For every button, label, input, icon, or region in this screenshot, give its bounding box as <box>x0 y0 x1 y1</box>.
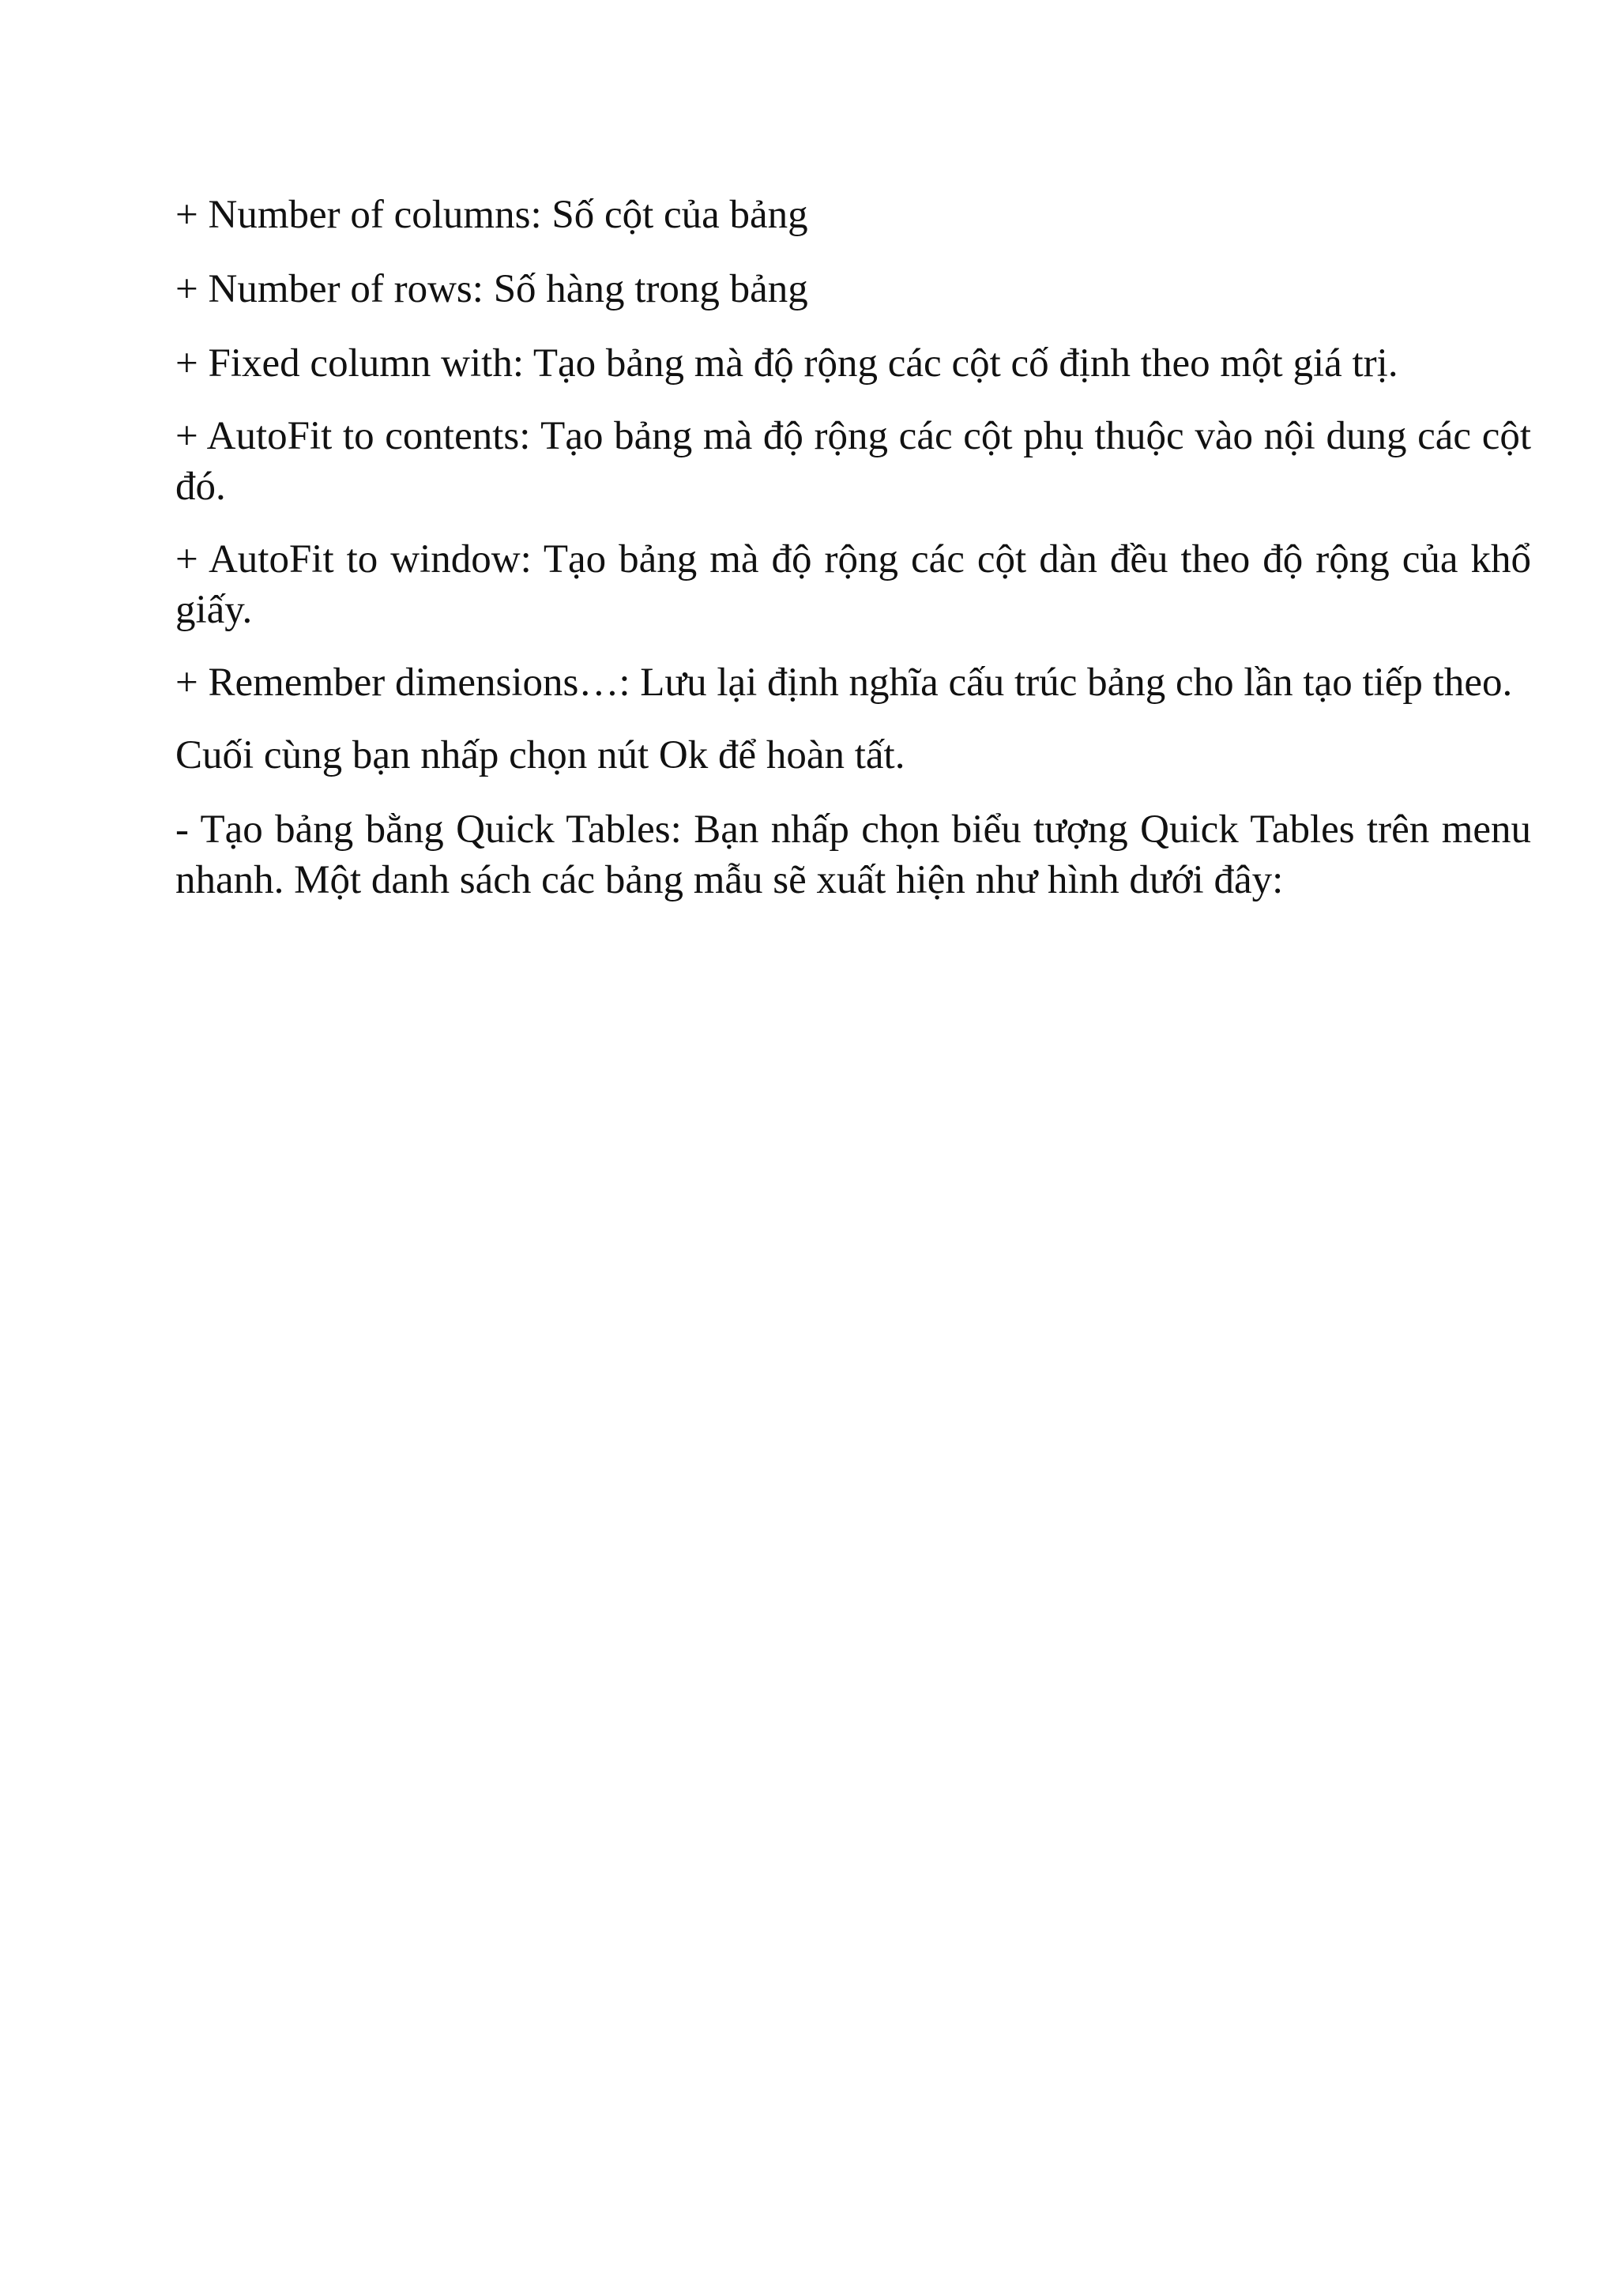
paragraph-autofit-contents: + AutoFit to contents: Tạo bảng mà độ rộng các cột phụ thuộc vào nội dung các cột đó. <box>175 414 1531 509</box>
paragraph-number-of-columns: + Number of columns: Số cột của bảng <box>175 193 808 237</box>
paragraph-remember-dimensions: + Remember dimensions…: Lưu lại định nghĩa cấu trúc bảng cho lần tạo tiếp theo. <box>175 661 1513 705</box>
paragraph-fixed-column-width: + Fixed column with: Tạo bảng mà độ rộng các cột cố định theo một giá trị. <box>175 341 1398 386</box>
paragraph-number-of-rows: + Number of rows: Số hàng trong bảng <box>175 267 808 311</box>
paragraph-autofit-window: + AutoFit to window: Tạo bảng mà độ rộng các cột dàn đều theo độ rộng của khổ giấy. <box>175 537 1531 632</box>
document-body <box>175 190 1531 928</box>
paragraph-finish-ok: Cuối cùng bạn nhấp chọn nút Ok để hoàn tất. <box>175 733 905 777</box>
paragraph-quick-tables: - Tạo bảng bằng Quick Tables: Bạn nhấp chọn biểu tượng Quick Tables trên menu nhanh. Một danh sách các bảng mẫu sẽ xuất hiện như hình dưới đây: <box>175 807 1531 902</box>
